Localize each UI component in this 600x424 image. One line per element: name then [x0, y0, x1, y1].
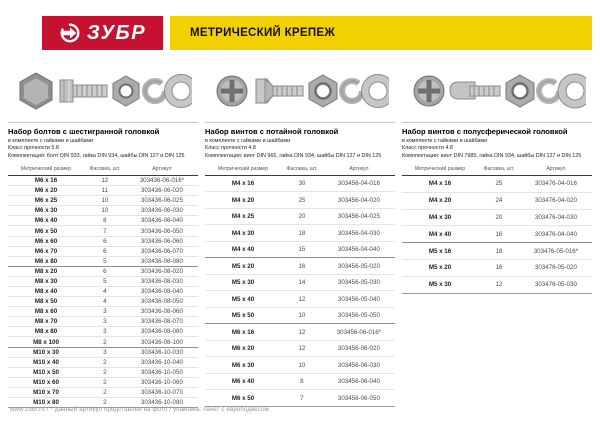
- cell-pack: 30: [298, 180, 306, 188]
- cell-pack: 2: [84, 377, 126, 387]
- cell-pack: 8: [281, 373, 323, 390]
- cell-sku: 303476-04-040: [520, 226, 592, 243]
- table-row: [205, 324, 395, 341]
- table-row: [8, 387, 198, 397]
- cell-size: М5 х 20: [205, 258, 281, 275]
- cell-sku: 303476-04-020: [520, 192, 592, 209]
- cell-size: М4 х 20: [402, 192, 478, 209]
- table-row: [205, 258, 395, 275]
- column-header-pack: Фасовка, шт.: [281, 166, 323, 176]
- cell-sku: 303436-08-080: [126, 327, 198, 337]
- cell-pack: 14: [281, 274, 323, 291]
- table-row: [8, 307, 198, 317]
- cell-pack: 2: [84, 337, 126, 347]
- cell-pack: 6: [84, 246, 126, 256]
- panel-title: Набор винтов с потайной головкой: [205, 127, 339, 136]
- cell-pack: 12: [281, 340, 323, 357]
- product-photo-countersunk-screw-set: [205, 62, 395, 120]
- table-row: [402, 209, 592, 226]
- column-header-size: Метрический размер: [205, 166, 281, 176]
- cell-pack: 20: [281, 208, 323, 225]
- cell-sku: 303456-06-020: [323, 340, 395, 357]
- cell-size: М10 х 60: [8, 377, 84, 387]
- column-header-pack: Фасовка, шт.: [478, 166, 520, 176]
- cell-pack: 15: [281, 241, 323, 258]
- product-photo-pan-head-screw-set: [402, 62, 592, 120]
- cell-sku: 303476-05-030: [520, 276, 592, 293]
- cell-sku: 303436-08-030: [126, 276, 198, 286]
- cell-size: М6 х 60: [8, 236, 84, 246]
- table-row: [8, 246, 198, 256]
- cell-pack: 16: [478, 259, 520, 276]
- divider: [205, 122, 395, 123]
- cell-size: М4 х 40: [205, 241, 281, 258]
- cell-pack: 4: [84, 297, 126, 307]
- table-row: [205, 175, 395, 192]
- table-row: [8, 175, 198, 185]
- cell-size: М8 х 70: [8, 317, 84, 327]
- cell-sku: 303436-06-080: [126, 256, 198, 266]
- cell-size: М6 х 30: [205, 357, 281, 374]
- table-row: [402, 276, 592, 293]
- cell-size: М6 х 50: [8, 226, 84, 236]
- cell-size: М10 х 30: [8, 347, 84, 357]
- cell-size: М8 х 20: [8, 266, 84, 276]
- table-row: [205, 208, 395, 225]
- table-row: [205, 225, 395, 242]
- cell-pack: 3: [84, 307, 126, 317]
- table-row: [402, 192, 592, 209]
- cell-sku: 303436-06-025: [126, 196, 198, 206]
- cell-size: М10 х 50: [8, 367, 84, 377]
- cell-sku: 303476-05-016*: [520, 243, 592, 260]
- table-row: [205, 291, 395, 308]
- table-row: [8, 327, 198, 337]
- cell-size: М8 х 60: [8, 307, 84, 317]
- cell-pack: 6: [84, 266, 126, 276]
- cell-pack: 10: [84, 206, 126, 216]
- cell-size: М6 х 40: [205, 373, 281, 390]
- cell-pack: 3: [84, 317, 126, 327]
- cell-size: М6 х 20: [205, 340, 281, 357]
- cell-sku: 303456-06-016*: [323, 324, 395, 341]
- cell-sku: 303476-04-030: [520, 209, 592, 226]
- table-row: [402, 226, 592, 243]
- product-panel-pan-head-screws: [402, 62, 592, 294]
- cell-size: М5 х 30: [205, 274, 281, 291]
- cell-size: М5 х 20: [402, 259, 478, 276]
- cell-sku: 303456-04-025: [323, 208, 395, 225]
- cell-pack: 16: [478, 226, 520, 243]
- brand-name: ЗУБР: [86, 22, 147, 44]
- cell-pack: 16: [281, 258, 323, 275]
- cell-sku: 303436-06-030: [126, 206, 198, 216]
- panel-title: Набор болтов с шестигранной головкой: [8, 127, 160, 136]
- table-row: [8, 206, 198, 216]
- brand-arrow-icon: [59, 22, 81, 44]
- panel-title: Набор винтов с полусферической головкой: [402, 127, 568, 136]
- cell-sku: 303436-08-070: [126, 317, 198, 327]
- cell-pack: 10: [281, 357, 323, 374]
- table-row: [8, 377, 198, 387]
- cell-size: М8 х 80: [8, 327, 84, 337]
- cell-size: М4 х 30: [402, 209, 478, 226]
- cell-sku: 303436-06-020: [126, 186, 198, 196]
- cell-size: М8 х 40: [8, 287, 84, 297]
- cell-sku: 303456-05-020: [323, 258, 395, 275]
- table-row: [205, 340, 395, 357]
- table-row: [205, 192, 395, 209]
- cell-size: М6 х 16: [205, 324, 281, 341]
- cell-pack: 6: [84, 236, 126, 246]
- table-row: [8, 287, 198, 297]
- cell-pack: 20: [478, 209, 520, 226]
- cell-size: М6 х 80: [8, 256, 84, 266]
- cell-size: М6 х 16: [34, 177, 58, 185]
- table-row: [8, 276, 198, 286]
- cell-size: М4 х 16: [231, 180, 255, 188]
- cell-pack: 2: [84, 367, 126, 377]
- table-row: [402, 259, 592, 276]
- cell-pack: 12: [281, 324, 323, 341]
- cell-pack: 25: [281, 192, 323, 209]
- cell-pack: 12: [478, 276, 520, 293]
- cell-sku: 303436-08-020: [126, 266, 198, 276]
- table-row: [205, 307, 395, 324]
- cell-size: М5 х 50: [205, 307, 281, 324]
- cell-size: М5 х 40: [205, 291, 281, 308]
- panel-subtitle: в комплекте с гайками и шайбами: [402, 137, 488, 144]
- cell-sku: 303476-04-016: [534, 180, 577, 188]
- cell-sku: 303436-08-040: [126, 287, 198, 297]
- cell-sku: 303436-10-040: [126, 357, 198, 367]
- cell-pack: 18: [478, 243, 520, 260]
- cell-sku: 303436-10-050: [126, 367, 198, 377]
- cell-size: М10 х 80: [8, 398, 84, 408]
- page-title-strip: [170, 16, 592, 50]
- column-header-size: Метрический размер: [8, 166, 84, 176]
- fastener-table: [205, 166, 395, 407]
- cell-sku: 303456-05-040: [323, 291, 395, 308]
- cell-pack: 10: [281, 307, 323, 324]
- hex-bolt-set-image: [14, 65, 192, 117]
- product-panel-countersunk-screws: [205, 62, 395, 407]
- cell-sku: 303436-10-080: [126, 398, 198, 408]
- cell-size: М6 х 30: [8, 206, 84, 216]
- cell-size: М4 х 20: [205, 192, 281, 209]
- cell-sku: 303456-04-030: [323, 225, 395, 242]
- fastener-table: [8, 166, 198, 408]
- cell-size: М6 х 25: [8, 196, 84, 206]
- cell-size: М10 х 70: [8, 387, 84, 397]
- cell-sku: 303456-06-050: [323, 390, 395, 407]
- column-header-pack: Фасовка, шт.: [84, 166, 126, 176]
- cell-sku: 303436-10-060: [126, 377, 198, 387]
- table-row: [8, 266, 198, 276]
- column-header-size: Метрический размер: [402, 166, 478, 176]
- panel-contents: Комплектация: болт DIN 933, гайка DIN 934, шайбы DIN 127 и DIN 125: [8, 153, 185, 160]
- table-row: [205, 373, 395, 390]
- cell-pack: 5: [84, 256, 126, 266]
- table-row: [205, 390, 395, 407]
- cell-sku: 303456-05-050: [323, 307, 395, 324]
- cell-sku: 303436-06-016*: [139, 177, 185, 185]
- cell-size: М5 х 16: [402, 243, 478, 260]
- column-header-sku: Артикул: [520, 166, 592, 176]
- cell-sku: 303456-06-040: [323, 373, 395, 390]
- cell-size: М8 х 50: [8, 297, 84, 307]
- cell-pack: 5: [84, 276, 126, 286]
- table-row: [205, 241, 395, 258]
- cell-sku: 303456-05-030: [323, 274, 395, 291]
- page-title: МЕТРИЧЕСКИЙ КРЕПЕЖ: [190, 27, 336, 39]
- table-row: [8, 226, 198, 236]
- cell-pack: 4: [84, 287, 126, 297]
- cell-pack: 25: [495, 180, 503, 188]
- table-row: [8, 196, 198, 206]
- cell-size: М6 х 20: [8, 186, 84, 196]
- cell-size: М6 х 40: [8, 216, 84, 226]
- divider: [8, 122, 198, 123]
- cell-pack: 7: [84, 226, 126, 236]
- cell-size: М4 х 25: [205, 208, 281, 225]
- cell-size: М8 х 100: [8, 337, 84, 347]
- table-row: [8, 297, 198, 307]
- cell-pack: 11: [84, 186, 126, 196]
- panel-strength-class: Класс прочности 4.8: [205, 145, 256, 152]
- cell-pack: 24: [478, 192, 520, 209]
- table-row: [8, 236, 198, 246]
- cell-size: М4 х 16: [428, 180, 452, 188]
- cell-size: М5 х 30: [402, 276, 478, 293]
- cell-pack: 3: [84, 347, 126, 357]
- column-header-sku: Артикул: [323, 166, 395, 176]
- cell-pack: 3: [84, 327, 126, 337]
- table-row: [8, 337, 198, 347]
- cell-sku: 303436-10-070: [126, 387, 198, 397]
- cell-sku: 303476-05-020: [520, 259, 592, 276]
- cell-sku: 303436-06-060: [126, 236, 198, 246]
- cell-sku: 303436-06-050: [126, 226, 198, 236]
- cell-size: М4 х 40: [402, 226, 478, 243]
- cell-sku: 303436-10-030: [126, 347, 198, 357]
- table-row: [8, 317, 198, 327]
- panel-subtitle: в комплекте с гайками и шайбами: [8, 137, 94, 144]
- divider: [402, 122, 592, 123]
- cell-sku: 303456-04-016: [337, 180, 380, 188]
- cell-sku: 303436-06-070: [126, 246, 198, 256]
- cell-pack: 2: [84, 387, 126, 397]
- panel-subtitle: в комплекте с гайками и шайбами: [205, 137, 291, 144]
- cell-pack: 8: [84, 216, 126, 226]
- cell-size: М6 х 50: [205, 390, 281, 407]
- cell-pack: 10: [84, 196, 126, 206]
- cell-sku: 303436-06-040: [126, 216, 198, 226]
- cell-pack: 18: [281, 225, 323, 242]
- cell-sku: 303436-08-060: [126, 307, 198, 317]
- table-row: [8, 357, 198, 367]
- column-header-sku: Артикул: [126, 166, 198, 176]
- panel-strength-class: Класс прочности 4.8: [402, 145, 453, 152]
- cell-size: М4 х 30: [205, 225, 281, 242]
- cell-sku: 303456-04-040: [323, 241, 395, 258]
- cell-pack: 12: [281, 291, 323, 308]
- cell-sku: 303436-08-050: [126, 297, 198, 307]
- table-row: [402, 175, 592, 192]
- product-panel-hex-bolts: [8, 62, 198, 408]
- table-row: [205, 274, 395, 291]
- table-row: [8, 367, 198, 377]
- cell-sku: 303456-04-020: [323, 192, 395, 209]
- panel-strength-class: Класс прочности 5.8: [8, 145, 59, 152]
- pan-head-screw-set-image: [408, 65, 586, 117]
- cell-size: М10 х 40: [8, 357, 84, 367]
- cell-size: М6 х 70: [8, 246, 84, 256]
- table-row: [8, 186, 198, 196]
- fastener-table: [402, 166, 592, 294]
- table-row: [205, 357, 395, 374]
- table-row: [8, 216, 198, 226]
- product-photo-hex-bolt-set: [8, 62, 198, 120]
- cell-sku: 303436-08-100: [126, 337, 198, 347]
- panel-contents: Комплектация: винт DIN 7985, гайка DIN 934, шайбы DIN 127 и DIN 125: [402, 153, 582, 160]
- table-row: [8, 256, 198, 266]
- cell-size: М8 х 30: [8, 276, 84, 286]
- brand-logo-block: [42, 16, 163, 50]
- table-row: [402, 243, 592, 260]
- countersunk-screw-set-image: [211, 65, 389, 117]
- cell-pack: 7: [281, 390, 323, 407]
- footer-note: www.zubr.ru / * данный артикул представлен на фото / упаковка: пакет с европодвесом: [10, 407, 269, 413]
- cell-pack: 2: [84, 357, 126, 367]
- cell-pack: 12: [101, 177, 109, 185]
- cell-pack: 2: [84, 398, 126, 408]
- panel-contents: Комплектация: винт DIN 965, гайка DIN 934, шайбы DIN 127 и DIN 125: [205, 153, 382, 160]
- cell-sku: 303456-06-030: [323, 357, 395, 374]
- table-row: [8, 347, 198, 357]
